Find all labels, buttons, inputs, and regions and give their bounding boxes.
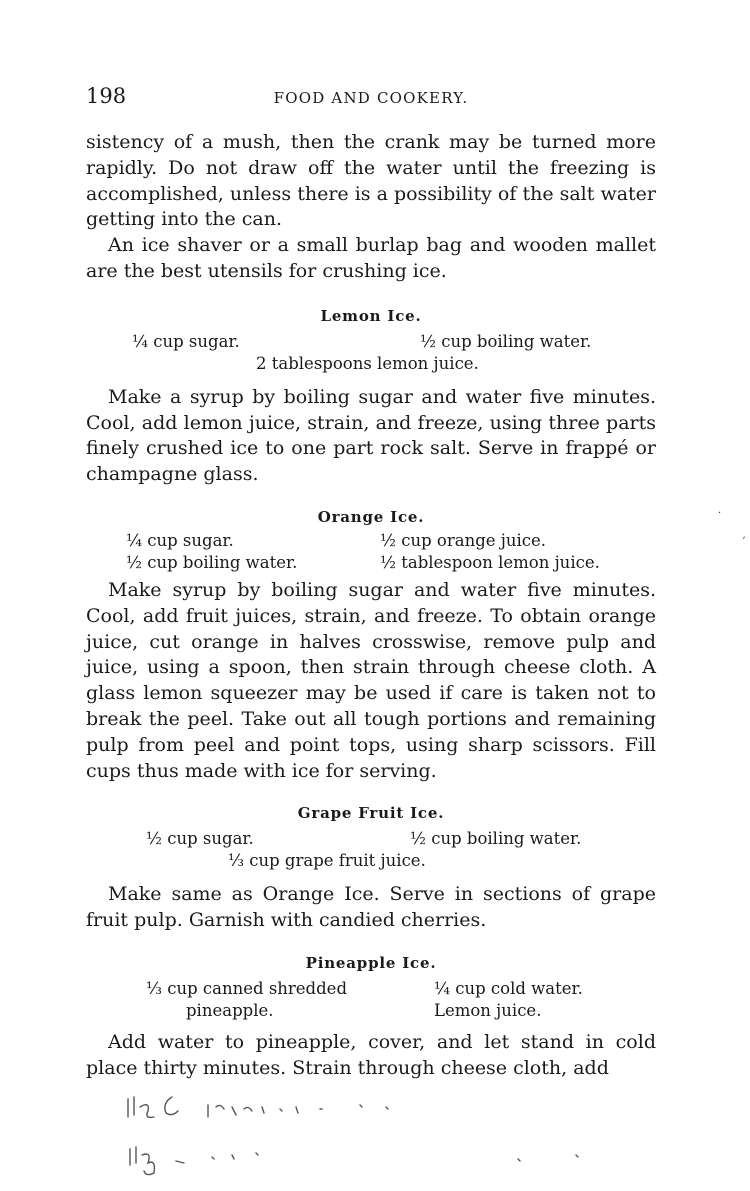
ingredient: 2 tablespoons lemon juice. xyxy=(256,353,479,373)
ingredient: ½ cup sugar. xyxy=(146,829,254,849)
ingredient: ¼ cup sugar. xyxy=(132,331,240,351)
page-body xyxy=(86,130,656,1082)
margin-mark: ʼ xyxy=(742,536,746,547)
ingredient: ½ cup boiling water. xyxy=(420,331,592,351)
handwritten-notes xyxy=(120,1085,580,1185)
recipe-title-pineapple-ice: Pineapple Ice. xyxy=(305,953,437,972)
recipe-method-grape-fruit-ice: Make same as Orange Ice. Serve in sections of grape fruit pulp. Garnish with candied cherries. xyxy=(86,883,656,932)
recipe-method-pineapple-ice: Add water to pineapple, cover, and let stand in cold place thirty minutes. Strain through cheese cloth, add xyxy=(86,1030,656,1079)
ingredient: ¼ cup sugar. xyxy=(126,530,234,550)
margin-mark: · xyxy=(718,508,722,519)
ingredient: ⅓ cup canned shredded xyxy=(146,978,348,998)
ingredients-pineapple-ice xyxy=(86,978,656,1024)
handwriting-scribble xyxy=(120,1085,580,1185)
ingredients-orange-ice xyxy=(86,530,656,576)
ingredient: ½ cup boiling water. xyxy=(126,552,298,572)
intro-paragraph-2: An ice shaver or a small burlap bag and wooden mallet are the best utensils for crushing ice. xyxy=(86,234,656,282)
ingredient: pineapple. xyxy=(186,1000,274,1020)
ingredients-lemon-ice xyxy=(86,331,656,379)
intro-paragraph-1: sistency of a mush, then the crank may be turned more rapidly. Do not draw off the water until the freezing is accomplished, unless there is a possibility of the salt water getting into the can. xyxy=(86,131,656,231)
recipe-title-lemon-ice: Lemon Ice. xyxy=(320,306,422,325)
page-header xyxy=(86,84,656,114)
recipe-title-grape-fruit-ice: Grape Fruit Ice. xyxy=(297,804,445,823)
ingredients-grape-fruit-ice xyxy=(86,828,656,874)
running-title: FOOD AND COOKERY. xyxy=(273,89,469,107)
recipe-title-orange-ice: Orange Ice. xyxy=(317,507,425,526)
recipe-method-lemon-ice: Make a syrup by boiling sugar and water five minutes. Cool, add lemon juice, strain, and freeze, using three parts finely crushed ice to one part rock salt. Serve in frappé or champagne glass. xyxy=(86,385,656,486)
recipe-method-orange-ice: Make syrup by boiling sugar and water five minutes. Cool, add fruit juices, strain, and freeze. To obtain orange juice, cut orange in halves crosswise, remove pulp and juice, using a spoon, then strain through cheese cloth. A glass lemon squeezer may be used if care is taken not to break the peel. Take out all tough portions and remaining pulp from peel and point tops, using sharp scissors. Fill cups thus made with ice for serving. xyxy=(86,578,656,782)
ingredient: ½ tablespoon lemon juice. xyxy=(380,552,600,572)
ingredient: ½ cup boiling water. xyxy=(410,829,582,849)
ingredient: ⅓ cup grape fruit juice. xyxy=(228,851,426,871)
ingredient: Lemon juice. xyxy=(434,1000,542,1020)
ingredient: ½ cup orange juice. xyxy=(380,530,547,550)
page-number: 198 xyxy=(86,84,127,108)
ingredient: ¼ cup cold water. xyxy=(434,978,583,998)
